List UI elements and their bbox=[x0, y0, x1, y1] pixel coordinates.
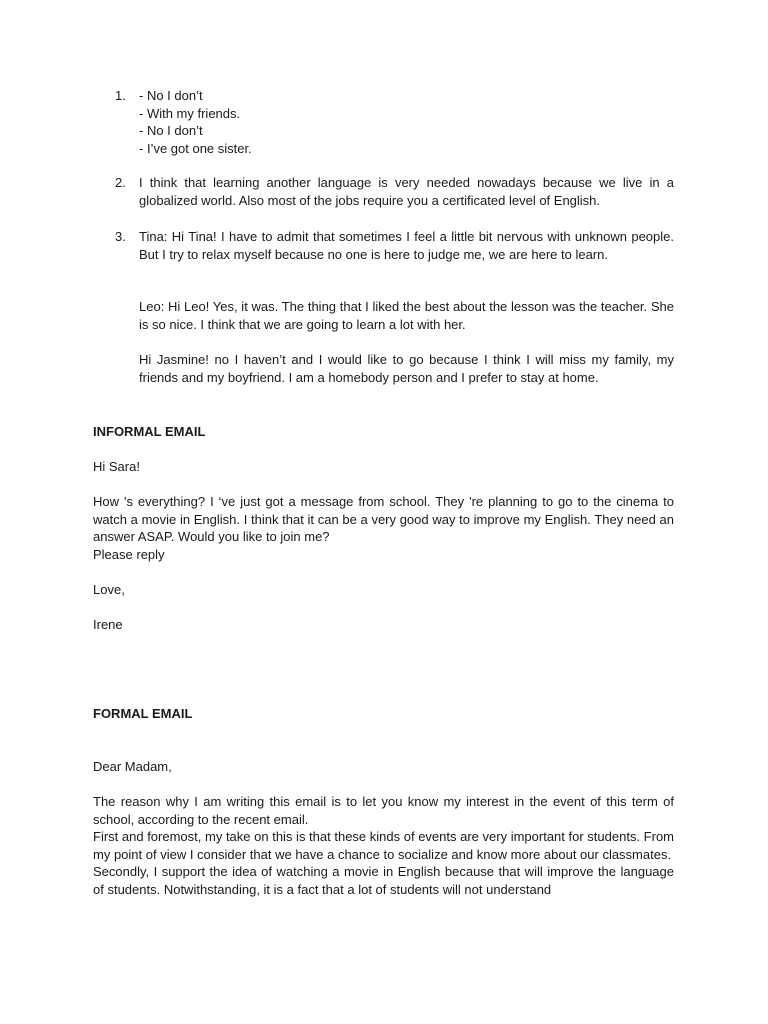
formal-greeting: Dear Madam, bbox=[93, 759, 172, 774]
list-number-2: 2. bbox=[115, 175, 126, 190]
formal-body bbox=[93, 793, 674, 899]
list-item-3-tina: Tina: Hi Tina! I have to admit that sometimes I feel a little bit nervous with unknown people. But I try to relax myself because no one is here to judge me, we are here to learn. bbox=[139, 229, 674, 262]
list-item-3-leo: Leo: Hi Leo! Yes, it was. The thing that I liked the best about the lesson was the teacher. She is so nice. I think that we are going to learn a lot with her. bbox=[139, 299, 674, 332]
answer-line: - No I don’t bbox=[139, 88, 203, 103]
informal-greeting: Hi Sara! bbox=[93, 459, 140, 474]
list-number-3: 3. bbox=[115, 229, 126, 244]
informal-body: How 's everything? I ‘ve just got a message from school. They 're planning to go to the cinema to watch a movie in English. I think that it can be a very good way to improve my English. They need an answer ASAP. Would you like to join me? bbox=[93, 494, 674, 545]
formal-paragraph-1: The reason why I am writing this email is to let you know my interest in the event of this term of school, according to the recent email. bbox=[93, 794, 674, 827]
informal-closing: Love, bbox=[93, 582, 125, 597]
informal-signature: Irene bbox=[93, 617, 123, 632]
answer-line: - I’ve got one sister. bbox=[139, 140, 252, 156]
answer-line: - No I don’t bbox=[139, 123, 203, 139]
list-item-2: I think that learning another language is very needed nowadays because we live in a globalized world. Also most of the jobs require you a certificated level of English. bbox=[139, 175, 674, 208]
formal-paragraph-2: First and foremost, my take on this is that these kinds of events are very important for students. From my point of view I consider that we have a chance to socialize and know more about our classmates. bbox=[93, 829, 674, 862]
list-item-1 bbox=[139, 87, 674, 157]
informal-email-heading: INFORMAL EMAIL bbox=[93, 424, 206, 439]
answer-line: - With my friends. bbox=[139, 105, 241, 121]
list-item-3-jasmine: Hi Jasmine! no I haven’t and I would like to go because I think I will miss my family, my friends and my boyfriend. I am a homebody person and I prefer to stay at home. bbox=[139, 352, 674, 385]
formal-paragraph-3: Secondly, I support the idea of watching a movie in English because that will improve the language of students. Notwithstanding, it is a fact that a lot of students will not understand bbox=[93, 864, 674, 897]
list-number-1: 1. bbox=[115, 88, 126, 103]
formal-email-heading: FORMAL EMAIL bbox=[93, 706, 193, 721]
informal-reply-line: Please reply bbox=[93, 547, 165, 562]
